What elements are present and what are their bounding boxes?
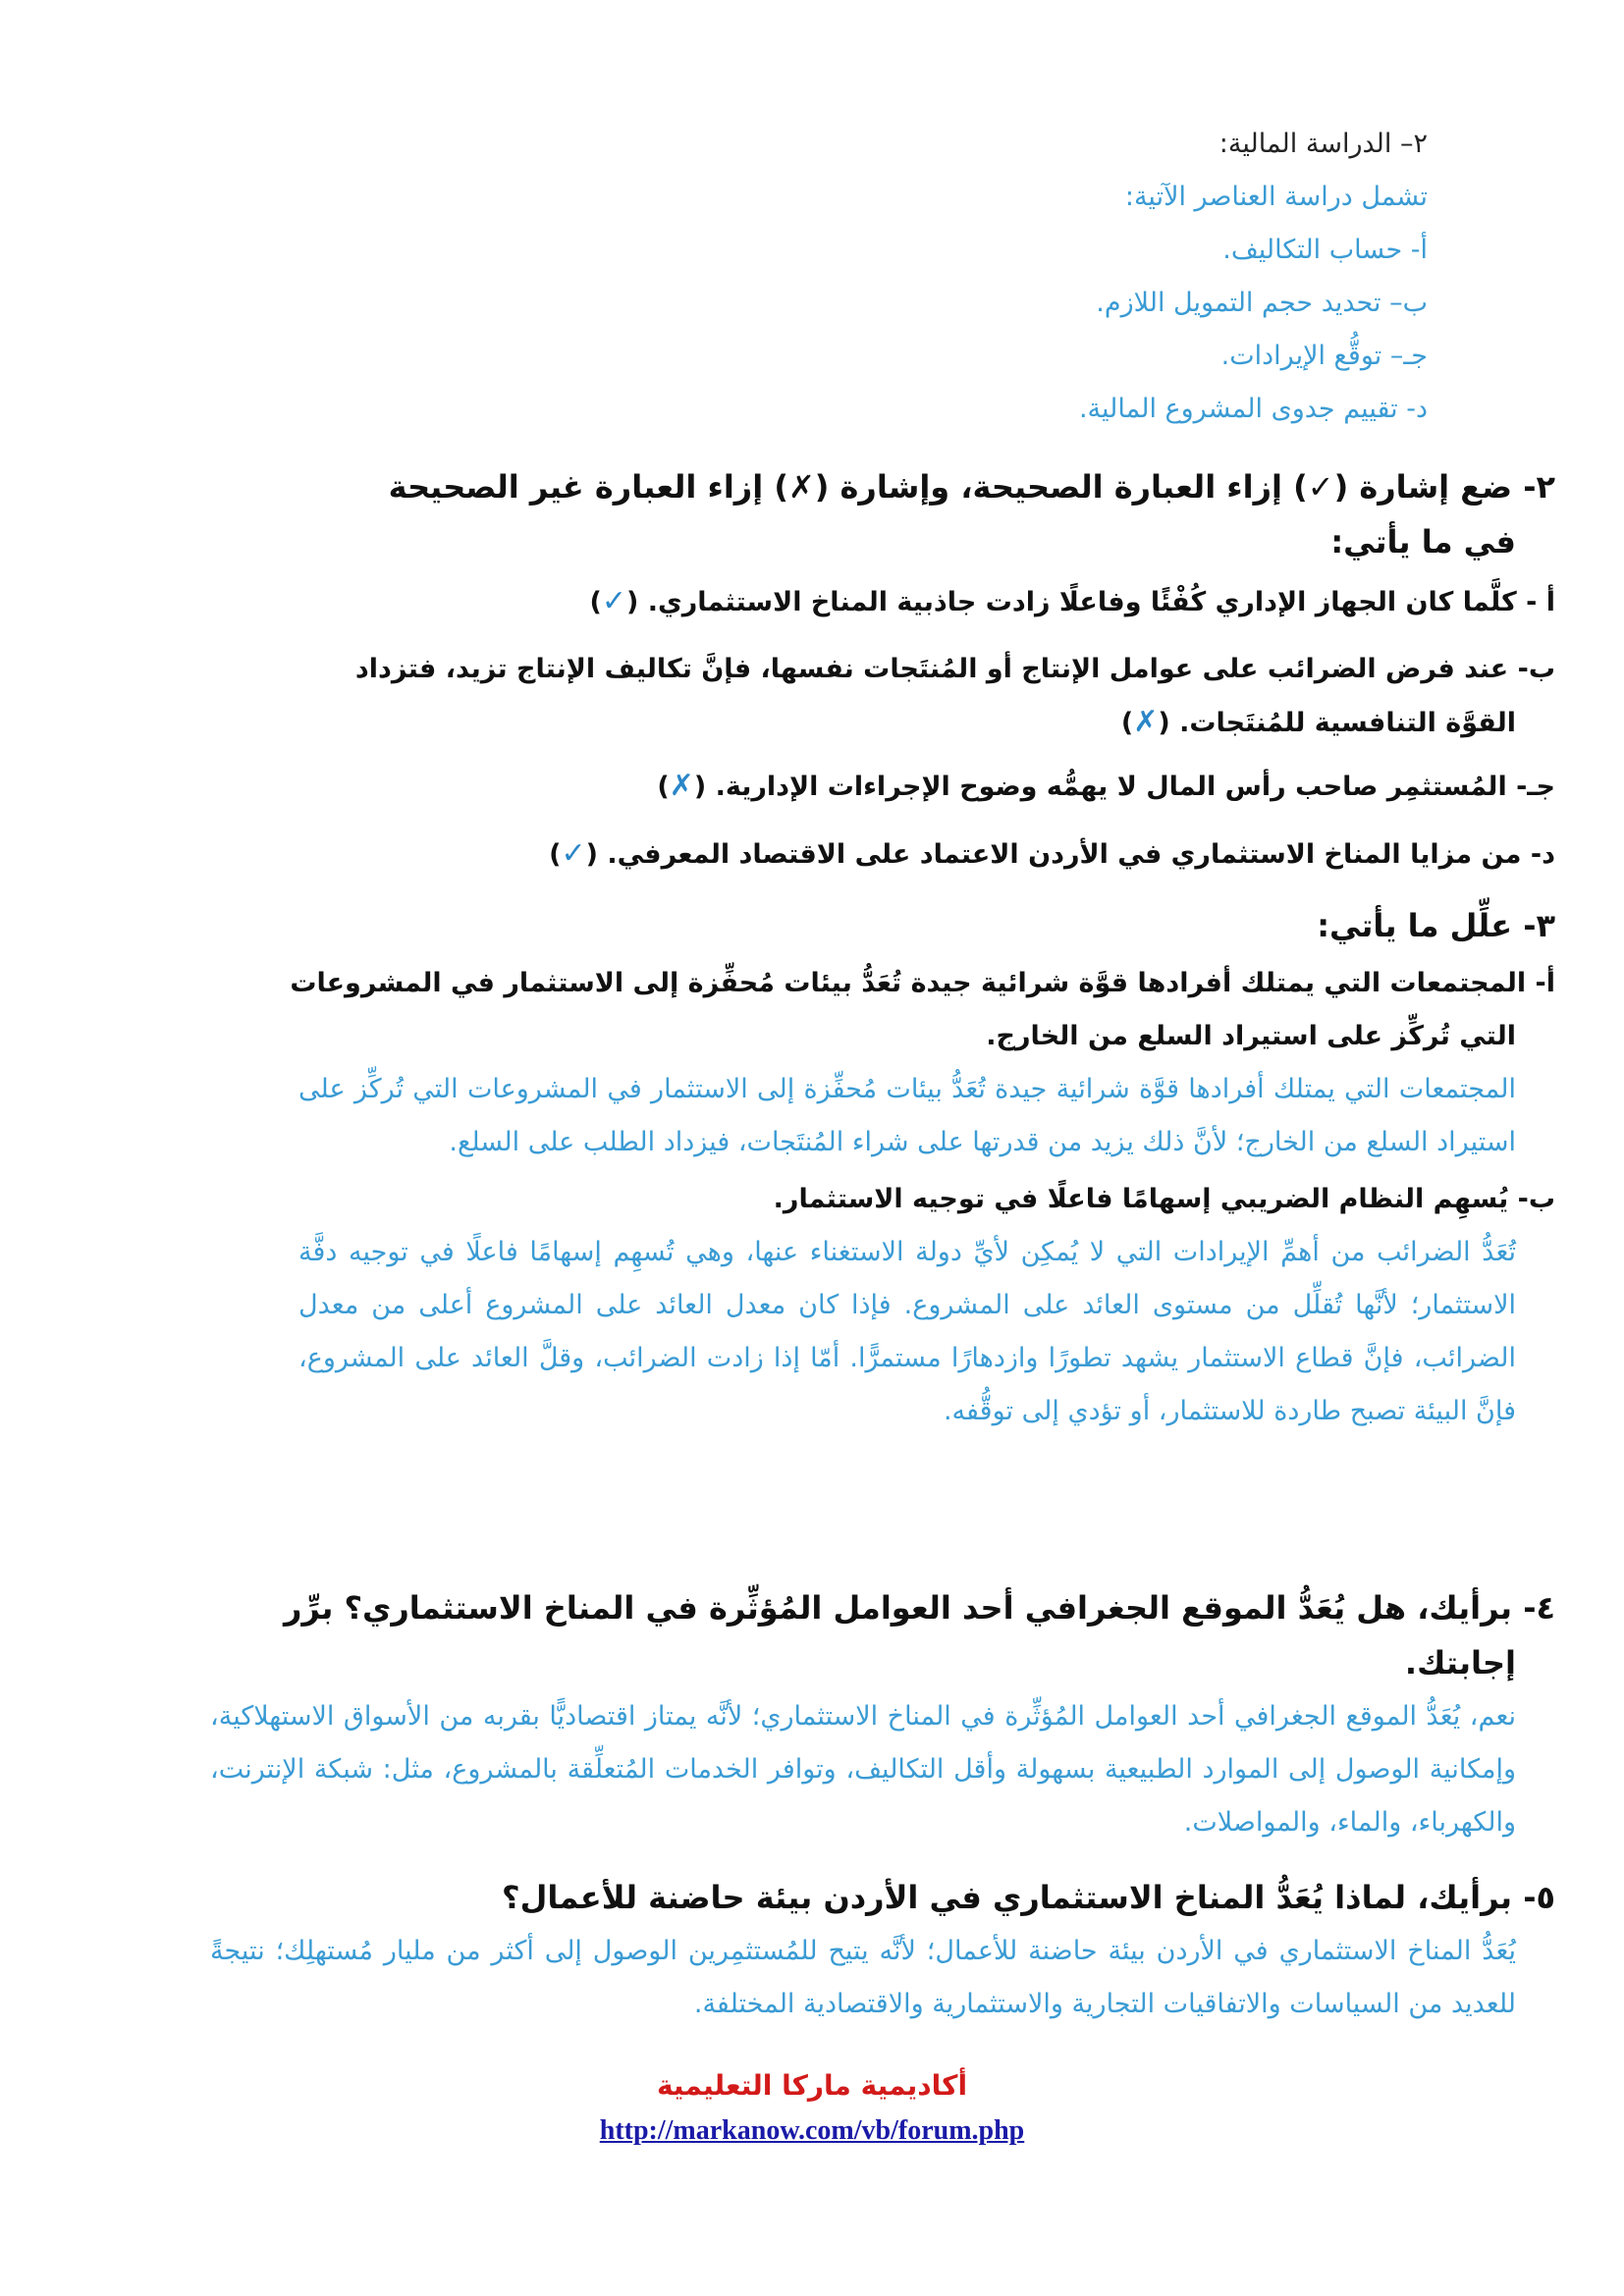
- check-icon: ✓: [601, 584, 626, 618]
- question-5: [200, 1870, 1555, 2031]
- financial-item-d: د- تقييم جدوى المشروع المالية.: [1078, 394, 1428, 424]
- question-2: [220, 459, 1555, 881]
- financial-section: [348, 118, 1428, 436]
- financial-item-a: أ- حساب التكاليف.: [1222, 235, 1428, 265]
- q3-b-question: ب- يُسهِم النظام الضريبي إسهامًا فاعلًا في توجيه الاستثمار.: [773, 1184, 1555, 1214]
- footer-title: أكاديمية ماركا التعليمية: [656, 2069, 968, 2102]
- q2-item-b: ب- عند فرض الضرائب على عوامل الإنتاج أو المُنتَجات نفسها، فإنَّ تكاليف الإنتاج تزيد، فتزداد: [354, 654, 1555, 684]
- q3-a-question: أ- المجتمعات التي يمتلك أفرادها قوَّة شرائية جيدة تُعَدُّ بيئات مُحفِّزة إلى الاستثمار في المشروعات: [290, 968, 1555, 998]
- q3-title: ٣- علِّل ما يأتي:: [1317, 907, 1555, 944]
- q2-item-d-text: د- من مزايا المناخ الاستثماري في الأردن الاعتماد على الاقتصاد المعرفي.: [607, 839, 1555, 870]
- q4-title: ٤- برأيك، هل يُعَدُّ الموقع الجغرافي أحد العوامل المُؤثِّرة في المناخ الاستثماري؟ برِّر: [284, 1589, 1555, 1627]
- footer-link[interactable]: http://markanow.com/vb/forum.php: [599, 2115, 1025, 2146]
- q2-title-cont: في ما يأتي:: [1330, 523, 1516, 561]
- financial-item-b: ب– تحديد حجم التمويل اللازم.: [1096, 288, 1428, 318]
- question-4: [200, 1580, 1555, 1849]
- q4-answer: نعم، يُعَدُّ الموقع الجغرافي أحد العوامل المُؤثِّرة في المناخ الاستثماري؛ لأنَّه يمتاز اقتصاديًّا بقربه من الأسواق الاستهلاكية، وإمكانية الوصول إلى الموارد الطبيعية بسهولة وأقل التكاليف، وتوافر الخدمات المُتعلِّقة بالمشروع، مثل: شبكة الإنترنت، والكهرباء، والماء، والمواصلات.: [210, 1701, 1516, 1838]
- q3-a-answer: المجتمعات التي يمتلك أفرادها قوَّة شرائية جيدة تُعَدُّ بيئات مُحفِّزة إلى الاستثمار في المشروعات التي تُركِّز على استيراد السلع من الخارج؛ لأنَّ ذلك يزيد من قدرتها على شراء المُنتَجات، فيزداد الطلب على السلع.: [298, 1074, 1516, 1157]
- financial-item-c: جـ– توقُّع الإيرادات.: [1220, 341, 1428, 371]
- q2-item-b-cont-text: القوَّة التنافسية للمُنتَجات.: [1179, 708, 1516, 738]
- q2-item-a: أ - كلَّما كان الجهاز الإداري كُفْئًا وفاعلًا زادت جاذبية المناخ الاستثماري. (✓): [589, 584, 1555, 618]
- q5-title: ٥- برأيك، لماذا يُعَدُّ المناخ الاستثماري في الأردن بيئة حاضنة للأعمال؟: [502, 1879, 1555, 1916]
- q4-title-cont: إجابتك.: [1404, 1644, 1516, 1682]
- q2-item-a-text: أ - كلَّما كان الجهاز الإداري كُفْئًا وفاعلًا زادت جاذبية المناخ الاستثماري.: [647, 587, 1555, 617]
- q3-b-answer: تُعَدُّ الضرائب من أهمِّ الإيرادات التي لا يُمكِن لأيِّ دولة الاستغناء عنها، وهي تُسهِم إسهامًا فاعلًا في توجيه دفَّة الاستثمار؛ لأنَّها تُقلِّل من مستوى العائد على المشروع. فإذا كان معدل العائد على المشروع أعلى من معدل الضرائب، فإنَّ قطاع الاستثمار يشهد تطورًا وازدهارًا مستمرًّا. أمّا إذا زادت الضرائب، وقلَّ العائد على المشروع، فإنَّ البيئة تصبح طاردة للاستثمار، أو تؤدي إلى توقُّفه.: [298, 1237, 1516, 1426]
- cross-icon: ✗: [669, 769, 694, 803]
- cross-icon: ✗: [1133, 705, 1159, 739]
- check-icon: ✓: [561, 836, 586, 871]
- q5-answer: يُعَدُّ المناخ الاستثماري في الأردن بيئة حاضنة للأعمال؛ لأنَّه يتيح للمُستثمِرين الوصول إلى أكثر من مليار مُستهلِك؛ نتيجةً للعديد من السياسات والاتفاقيات التجارية والاستثمارية والاقتصادية المختلفة.: [210, 1936, 1516, 2019]
- q3-a-question-cont: التي تُركِّز على استيراد السلع من الخارج.: [986, 1021, 1516, 1051]
- q2-title: ٢- ضع إشارة (✓) إزاء العبارة الصحيحة، وإشارة (✗) إزاء العبارة غير الصحيحة: [388, 468, 1555, 506]
- financial-intro: تشمل دراسة العناصر الآتية:: [1124, 182, 1428, 212]
- q2-item-d: د- من مزايا المناخ الاستثماري في الأردن الاعتماد على الاقتصاد المعرفي. (✓): [549, 836, 1555, 871]
- q2-item-c-text: جـ- المُستثمِر صاحب رأس المال لا يهمُّه وضوح الإجراءات الإدارية.: [715, 772, 1555, 802]
- q2-item-c: جـ- المُستثمِر صاحب رأس المال لا يهمُّه وضوح الإجراءات الإدارية. (✗): [657, 769, 1555, 803]
- q2-item-b-cont: القوَّة التنافسية للمُنتَجات. (✗): [1120, 705, 1516, 739]
- financial-heading: ٢– الدراسة المالية:: [1218, 129, 1428, 159]
